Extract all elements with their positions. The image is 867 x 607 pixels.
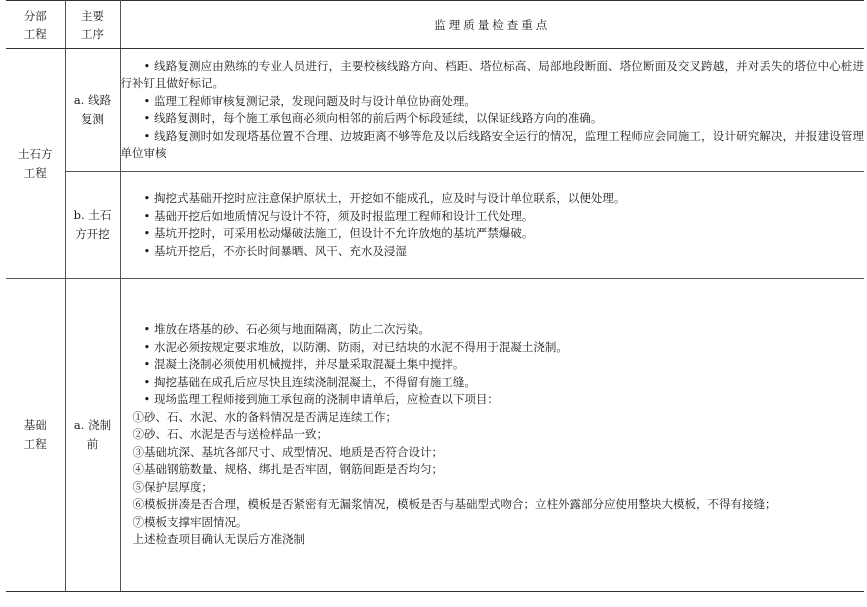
division-foundation: 基础 工程 [6, 279, 65, 592]
list-item: • 基础开挖后如地质情况与设计不符，须及时报监理工程师和设计工代处理。 [143, 208, 534, 223]
list-item: • 混凝土浇制必须使用机械搅拌，并尽量采取混凝土集中搅拌。 [143, 357, 465, 372]
division-earthwork: 土石方 工程 [6, 49, 65, 279]
check-item: ②砂、石、水泥是否与送检样品一致； [132, 427, 328, 442]
list-item: • 堆放在塔基的砂、石必须与地面隔离，防止二次污染。 [143, 322, 430, 337]
header-key-points: 监理质量检查重点 [120, 1, 864, 49]
list-item: • 水泥必须按规定要求堆放，以防潮、防雨，对已结块的水泥不得用于混凝土浇制。 [143, 339, 568, 354]
key-points-before-pouring [120, 279, 864, 592]
list-item: • 线路复测应由熟练的专业人员进行，主要校核线路方向、档距、塔位标高、局部地段断面、塔位断面及交叉跨越，并对丢失的塔位中心桩进行补钉且做好标记。 [120, 58, 864, 90]
check-item: ④基础钢筋数量、规格、绑扎是否牢固，钢筋间距是否均匀； [132, 462, 443, 477]
key-points-line-survey [120, 49, 864, 172]
list-item: • 基坑开挖后，不亦长时间暴晒、风干、充水及浸湿 [143, 243, 407, 258]
list-item: • 监理工程师审核复测记录，发现问题及时与设计单位协商处理。 [143, 93, 476, 108]
check-item: ③基础坑深、基坑各部尺寸、成型情况、地质是否符合设计； [132, 444, 443, 459]
list-item: • 掏挖基础在成孔后应尽快且连续浇制混凝土，不得留有施工缝。 [143, 374, 476, 389]
header-process: 主要 工序 [65, 1, 120, 49]
supervision-quality-table [6, 0, 864, 592]
closing-note: 上述检查项目确认无误后方准浇制 [132, 532, 305, 547]
list-item: • 线路复测时，每个施工承包商必须向相邻的前后两个标段延续，以保证线路方向的准确。 [143, 111, 603, 125]
check-item: ⑤保护层厚度； [132, 479, 213, 494]
table-header-row [6, 1, 864, 49]
list-item: • 基坑开挖时，可采用松动爆破法施工，但设计不允许放炮的基坑严禁爆破。 [143, 226, 534, 240]
table-row-earth-excavation [6, 172, 864, 279]
process-line-survey: a. 线路 复测 [65, 49, 120, 172]
list-item: • 线路复测时如发现塔基位置不合理、边坡距离不够等危及以后线路安全运行的情况，监理工程师应会同施工，设计研究解决，并报建设管理单位审核 [120, 128, 864, 160]
process-before-pouring: a. 浇制 前 [65, 279, 120, 592]
list-item: • 现场监理工程师接到施工承包商的浇制申请单后，应检查以下项目： [143, 392, 499, 407]
list-item: • 掏挖式基础开挖时应注意保护原状土，开挖如不能成孔，应及时与设计单位联系，以便处理。 [143, 191, 626, 205]
check-item: ⑦模板支撑牢固情况。 [132, 514, 248, 529]
process-earth-excavation: b. 土石 方开挖 [65, 172, 120, 279]
check-item: ⑥模板拼凑是否合理，模板是否紧密有无漏浆情况，模板是否与基础型式吻合；立柱外露部分应使用整块大模板，不得有接缝； [132, 497, 777, 512]
table-row-line-survey [6, 49, 864, 172]
header-division: 分部 工程 [6, 1, 65, 49]
check-item: ①砂、石、水泥、水的备料情况是否满足连续工作； [132, 409, 397, 424]
key-points-earth-excavation [120, 172, 864, 279]
table-row-before-pouring [6, 279, 864, 592]
